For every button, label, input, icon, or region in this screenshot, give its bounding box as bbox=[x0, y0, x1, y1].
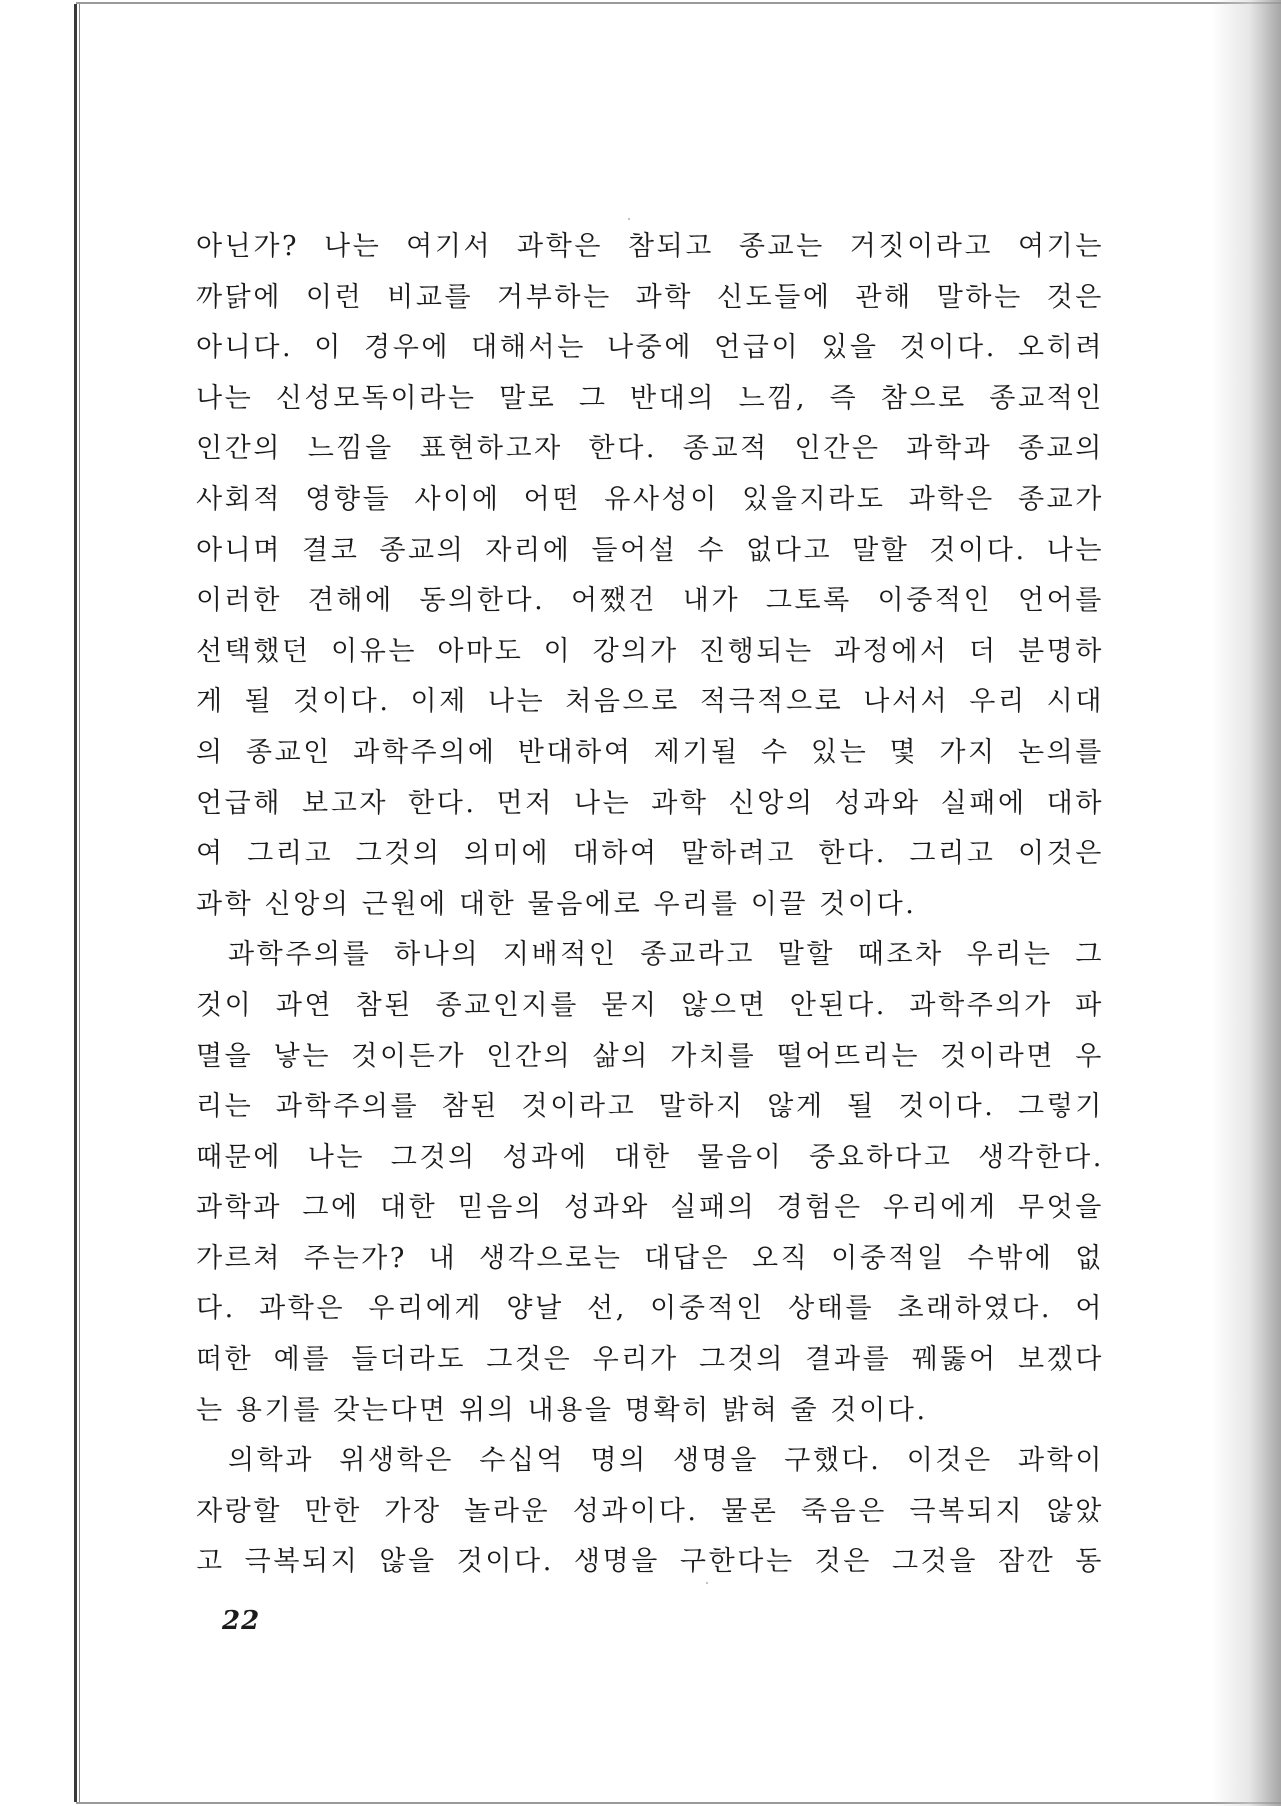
text-line: 인간의 느낌을 표현하고자 한다. 종교적 인간은 과학과 종교의 bbox=[196, 433, 1104, 465]
text-line: 선택했던 이유는 아마도 이 강의가 진행되는 과정에서 더 분명하 bbox=[196, 635, 1104, 667]
text-line: 때문에 나는 그것의 성과에 대한 물음이 중요하다고 생각한다. bbox=[196, 1141, 1104, 1173]
page-bottom-edge bbox=[76, 1802, 1281, 1804]
text-line: 자랑할 만한 가장 놀라운 성과이다. 물론 죽음은 극복되지 않았 bbox=[196, 1495, 1104, 1527]
text-line: 멸을 낳는 것이든가 인간의 삶의 가치를 떨어뜨리는 것이라면 우 bbox=[196, 1040, 1104, 1072]
text-line: 것이 과연 참된 종교인지를 묻지 않으면 안된다. 과학주의가 파 bbox=[196, 989, 1104, 1021]
text-line: 언급해 보고자 한다. 먼저 나는 과학 신앙의 성과와 실패에 대하 bbox=[196, 787, 1104, 819]
scan-speck bbox=[628, 218, 630, 220]
text-line: 리는 과학주의를 참된 것이라고 말하지 않게 될 것이다. 그렇기 bbox=[196, 1091, 1104, 1123]
text-line: 사회적 영향들 사이에 어떤 유사성이 있을지라도 과학은 종교가 bbox=[196, 483, 1104, 515]
text-line: 과학 신앙의 근원에 대한 물음에로 우리를 이끌 것이다. bbox=[196, 888, 917, 920]
body-text bbox=[196, 222, 1104, 1588]
text-line: 나는 신성모독이라는 말로 그 반대의 느낌, 즉 참으로 종교적인 bbox=[196, 382, 1104, 414]
text-line: 까닭에 이런 비교를 거부하는 과학 신도들에 관해 말하는 것은 bbox=[196, 281, 1104, 313]
text-line: 다. 과학은 우리에게 양날 선, 이중적인 상태를 초래하였다. 어 bbox=[196, 1293, 1104, 1325]
text-line: 이러한 견해에 동의한다. 어쨌건 내가 그토록 이중적인 언어를 bbox=[196, 585, 1104, 617]
text-line: 의학과 위생학은 수십억 명의 생명을 구했다. 이것은 과학이 bbox=[228, 1445, 1104, 1477]
text-line: 아니며 결코 종교의 자리에 들어설 수 없다고 말할 것이다. 나는 bbox=[196, 534, 1104, 566]
text-line: 과학과 그에 대한 믿음의 성과와 실패의 경험은 우리에게 무엇을 bbox=[196, 1192, 1104, 1224]
page-curl-shadow bbox=[1211, 0, 1281, 1806]
binding-edge-line-inner bbox=[79, 2, 80, 1804]
text-line: 아닌가? 나는 여기서 과학은 참되고 종교는 거짓이라고 여기는 bbox=[196, 231, 1104, 262]
text-line: 여 그리고 그것의 의미에 대하여 말하려고 한다. 그리고 이것은 bbox=[196, 838, 1104, 870]
text-line: 의 종교인 과학주의에 반대하여 제기될 수 있는 몇 가지 논의를 bbox=[196, 736, 1104, 768]
text-line: 고 극복되지 않을 것이다. 생명을 구한다는 것은 그것을 잠깐 동 bbox=[196, 1546, 1104, 1578]
text-line: 과학주의를 하나의 지배적인 종교라고 말할 때조차 우리는 그 bbox=[228, 939, 1104, 971]
page-number: 22 bbox=[222, 1606, 261, 1636]
text-line: 가르쳐 주는가? 내 생각으로는 대답은 오직 이중적일 수밖에 없 bbox=[196, 1242, 1104, 1274]
text-line: 게 될 것이다. 이제 나는 처음으로 적극적으로 나서서 우리 시대 bbox=[196, 686, 1104, 718]
page-top-edge bbox=[76, 2, 1281, 4]
text-line: 아니다. 이 경우에 대해서는 나중에 언급이 있을 것이다. 오히려 bbox=[196, 332, 1104, 364]
text-line: 는 용기를 갖는다면 위의 내용을 명확히 밝혀 줄 것이다. bbox=[196, 1394, 928, 1426]
binding-edge-line bbox=[74, 4, 77, 1802]
text-line: 떠한 예를 들더라도 그것은 우리가 그것의 결과를 꿰뚫어 보겠다 bbox=[196, 1344, 1104, 1376]
